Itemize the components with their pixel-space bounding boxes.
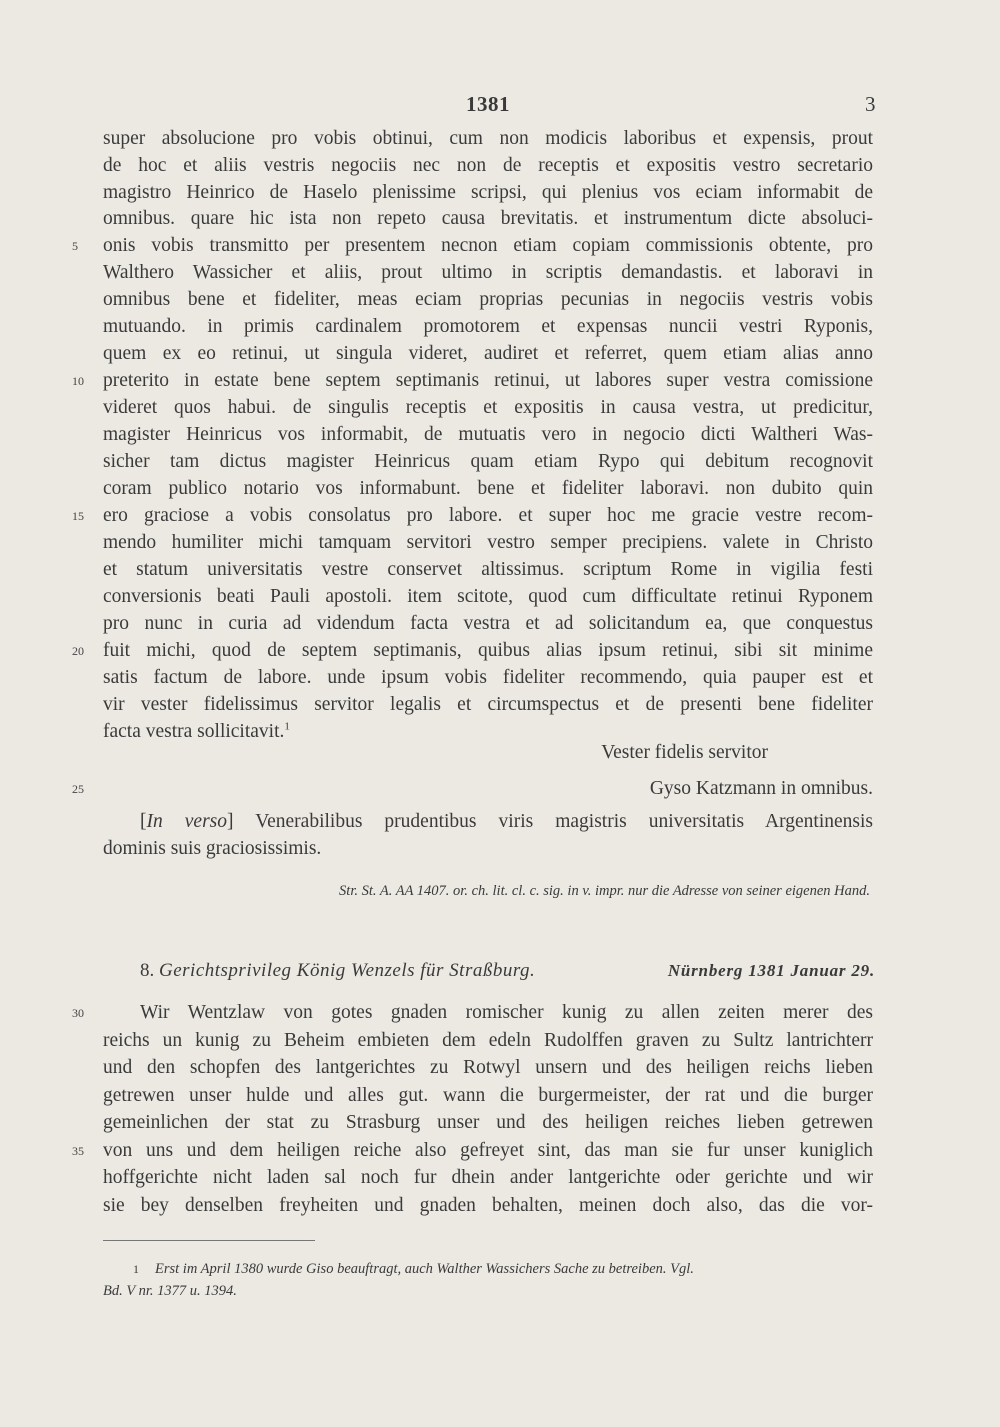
text-line: vir vester fidelissimus servitor legalis et circumspectus et de presenti bene fideliter (103, 694, 873, 715)
text-line: mendo humiliter michi tamquam servitori vestro semper precipiens. valete in Christo (103, 532, 873, 553)
line-number: 5 (72, 239, 78, 253)
line-number: 15 (72, 509, 84, 523)
text-line: mutuando. in primis cardinalem promotorem et expensas nuncii vestri Ryponis, (103, 316, 873, 337)
text-line: videret quos habui. de singulis receptis et expositis in causa vestra, ut predicitur, (103, 397, 873, 418)
closing-salutation: Vester fidelis servitor (601, 742, 768, 763)
footnote-text: Erst im April 1380 wurde Giso beauftragt, auch Walther Wassichers Sache zu betreiben. Vgl. (155, 1261, 694, 1277)
text-line: conversionis beati Pauli apostoli. item scitote, quod cum difficultate retinui Ryponem (103, 586, 873, 607)
line-number: 25 (72, 782, 84, 796)
text-line: coram publico notario vos informabunt. bene et fideliter laboravi. non dubito quin (103, 478, 873, 499)
source-note: Str. St. A. AA 1407. or. ch. lit. cl. c. sig. in v. impr. nur die Adresse von seiner eigenen Hand. (339, 883, 870, 899)
charter-line: und den schopfen des lantgerichtes zu Rotwyl unsern und des heiligen reichs lieben (103, 1057, 873, 1078)
line-number: 10 (72, 374, 84, 388)
text-line: de hoc et aliis vestris negociis nec non de receptis et expositis vestro secretario (103, 155, 873, 176)
verso-line-2: dominis suis graciosissimis. (103, 838, 322, 859)
text-line: omnibus bene et fideliter, meas eciam proprias pecunias in negociis vestris vobis (103, 289, 873, 310)
charter-line: getrewen unser hulde und alles gut. wann die burgermeister, der rat und die burger (103, 1085, 873, 1106)
text-line: sicher tam dictus magister Heinricus quam etiam Rypo qui debitum recognovit (103, 451, 873, 472)
text-line: et statum universitatis vestre conservet altissimus. scriptum Rome in vigilia festi (103, 559, 873, 580)
text-line: ero graciose a vobis consolatus pro labore. et super hoc me gracie vestre recom- (103, 505, 873, 526)
text-line: onis vobis transmitto per presentem necnon etiam copiam commissionis obtente, pro (103, 235, 873, 256)
footnote-line-2: Bd. V nr. 1377 u. 1394. (103, 1283, 237, 1299)
charter-line: von uns und dem heiligen reiche also gefreyet sint, das man sie fur unser kuniglich (103, 1140, 873, 1161)
page-year: 1381 (466, 92, 510, 116)
text-line: magister Heinricus vos informabit, de mutuatis vero in negocio dicti Waltheri Was- (103, 424, 873, 445)
verso-label: In verso (146, 811, 228, 832)
document-place-date: Nürnberg 1381 Januar 29. (667, 961, 875, 980)
text-line: super absolucione pro vobis obtinui, cum non modicis laboribus et expensis, prout (103, 128, 873, 149)
page-number: 3 (865, 92, 876, 116)
charter-line: reichs un kunig zu Beheim embieten dem edeln Rudolffen graven zu Sultz lantrichterr (103, 1030, 873, 1051)
footnote-reference: 1 (284, 720, 290, 733)
document-title: Gerichtsprivileg König Wenzels für Straßburg. (159, 960, 536, 981)
text-line: magistro Heinrico de Haselo plenissime scripsi, qui plenius vos eciam informabit de (103, 182, 873, 203)
verso-label-open: [ (140, 811, 147, 832)
text-line: omnibus. quare hic ista non repeto causa brevitatis. et instrumentum dicte absoluci- (103, 208, 873, 229)
text-line: fuit michi, quod de septem septimanis, quibus alias ipsum retinui, sibi sit minime (103, 640, 873, 661)
charter-line: sie bey denselben freyheiten und gnaden behalten, meinen doch also, das die vor- (103, 1195, 873, 1216)
text-line: preterito in estate bene septem septimanis retinui, ut labores super vestra comissione (103, 370, 873, 391)
charter-line: Wir Wentzlaw von gotes gnaden romischer kunig zu allen zeiten merer des (140, 1002, 873, 1023)
text-line: Walthero Wassicher et aliis, prout ultimo in scriptis demandastis. et laboravi in (103, 262, 873, 283)
document-heading (140, 958, 875, 984)
charter-line: gemeinlichen der stat zu Strasburg unser und des heiligen reiches lieben getrewen (103, 1112, 873, 1133)
closing-signature: Gyso Katzmann in omnibus. (649, 778, 873, 799)
footnote-rule (103, 1240, 315, 1241)
line-number: 20 (72, 644, 84, 658)
text-line: satis factum de labore. unde ipsum vobis fideliter recommendo, quia pauper est et (103, 667, 873, 688)
text-line: pro nunc in curia ad videndum facta vestra et ad solicitandum ea, que conquestus (103, 613, 873, 634)
line-number: 35 (72, 1144, 84, 1158)
verso-line (140, 809, 873, 835)
text-line: quem ex eo retinui, ut singula videret, audiret et referret, quem etiam alias anno (103, 343, 873, 364)
line-number: 30 (72, 1006, 84, 1020)
text-line: facta vestra sollicitavit. (103, 721, 285, 742)
document-number: 8. (140, 960, 155, 981)
charter-line: hoffgerichte nicht laden sal noch fur dhein ander lantgerichte oder gerichte und wir (103, 1167, 873, 1188)
footnote-line (103, 1258, 873, 1280)
verso-text: Venerabilibus prudentibus viris magistris universitatis Argentinensis (255, 811, 873, 832)
running-head (0, 92, 1000, 118)
footnote-mark: 1 (133, 1262, 139, 1276)
verso-label-close: ] (227, 811, 256, 832)
